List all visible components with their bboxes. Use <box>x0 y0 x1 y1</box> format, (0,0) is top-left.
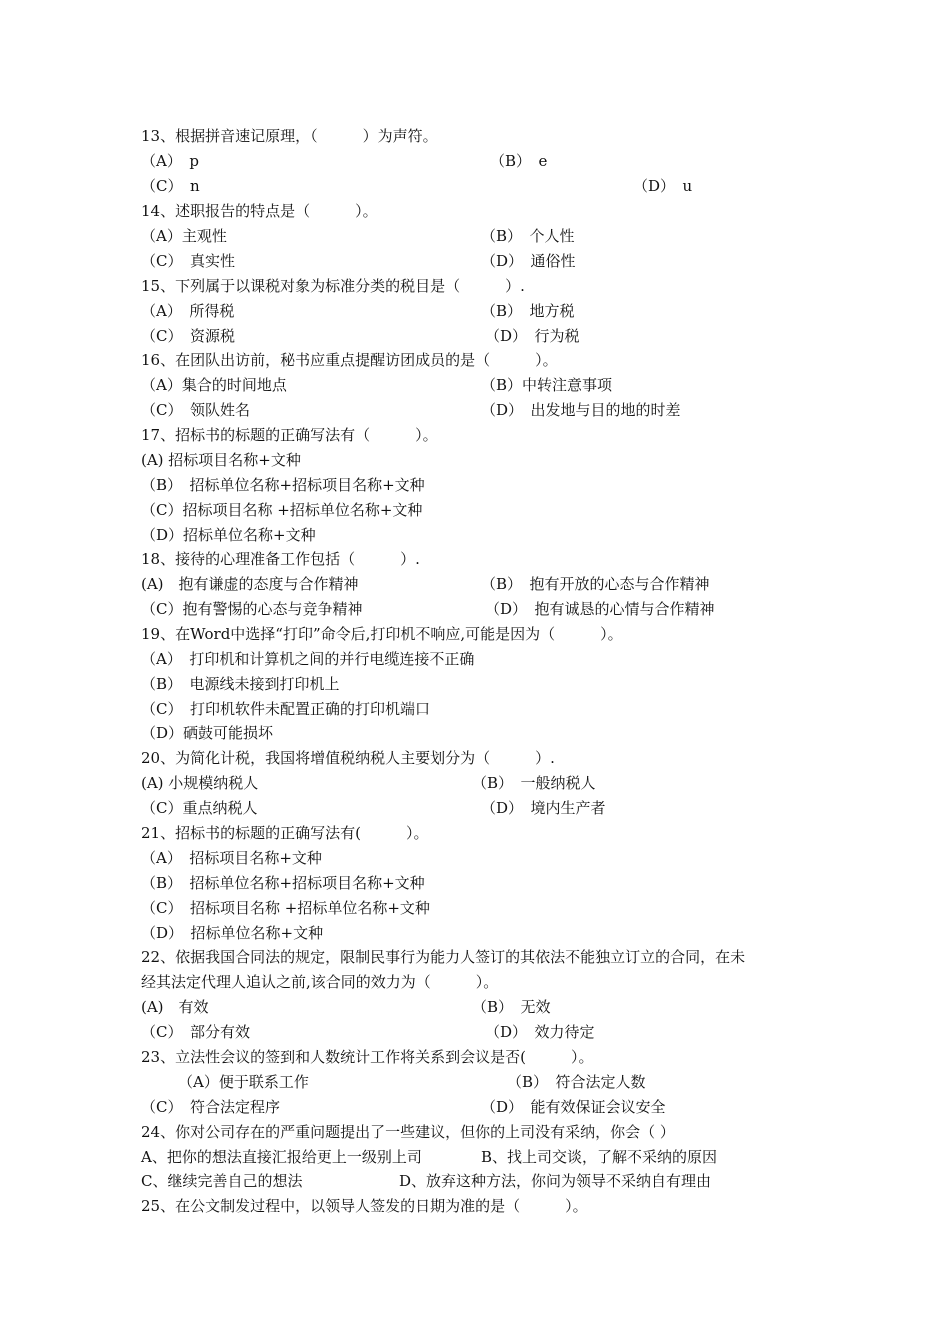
question-15-option-a: （A） 所得税 <box>141 302 235 320</box>
question-17-option-b: （B） 招标单位名称+招标项目名称+文种 <box>141 476 425 494</box>
question-18-stem: 18、接待的心理准备工作包括（ ）. <box>141 550 420 568</box>
question-24-option-c: C、继续完善自己的想法 <box>141 1172 303 1190</box>
question-24-option-b: B、找上司交谈，了解不采纳的原因 <box>481 1148 718 1166</box>
question-13-option-d: （D） u <box>633 177 693 195</box>
question-19-option-c: （C） 打印机软件未配置正确的打印机端口 <box>141 700 430 718</box>
question-17-stem: 17、招标书的标题的正确写法有（ ）。 <box>141 426 438 444</box>
question-13-option-c: （C） n <box>141 177 200 195</box>
question-20-option-c: （C）重点纳税人 <box>141 799 258 817</box>
question-16-stem: 16、在团队出访前，秘书应重点提醒访团成员的是（ ）。 <box>141 351 558 369</box>
question-23-option-c: （C） 符合法定程序 <box>141 1098 280 1116</box>
question-19-option-b: （B） 电源线未接到打印机上 <box>141 675 340 693</box>
question-15-option-b: （B） 地方税 <box>481 302 575 320</box>
question-23-option-a: （A）便于联系工作 <box>178 1073 309 1091</box>
question-17-option-d: （D）招标单位名称+文种 <box>141 526 316 544</box>
question-24-option-a: A、把你的想法直接汇报给更上一级别上司 <box>141 1148 422 1166</box>
question-18-option-a: (A) 抱有谦虚的态度与合作精神 <box>141 575 359 593</box>
question-23-option-d: （D） 能有效保证会议安全 <box>481 1098 666 1116</box>
question-23-option-b: （B） 符合法定人数 <box>507 1073 646 1091</box>
question-21-option-c: （C） 招标项目名称 +招标单位名称+文种 <box>141 899 430 917</box>
question-16-option-b: （B）中转注意事项 <box>481 376 613 394</box>
question-15-option-d: （D） 行为税 <box>485 327 580 345</box>
question-15-stem: 15、下列属于以课税对象为标准分类的税目是（ ）. <box>141 277 525 295</box>
question-22-option-c: （C） 部分有效 <box>141 1023 250 1041</box>
question-21-option-d: （D） 招标单位名称+文种 <box>141 924 324 942</box>
question-22-option-b: （B） 无效 <box>472 998 551 1016</box>
question-13-option-b: （B） e <box>490 152 548 170</box>
question-17-option-a: (A) 招标项目名称+文种 <box>141 451 301 469</box>
question-25-stem: 25、在公文制发过程中，以领导人签发的日期为准的是（ ）。 <box>141 1197 588 1215</box>
question-19-option-a: （A） 打印机和计算机之间的并行电缆连接不正确 <box>141 650 475 668</box>
question-20-option-d: （D） 境内生产者 <box>481 799 606 817</box>
question-16-option-a: （A）集合的时间地点 <box>141 376 287 394</box>
question-22-stem-continued: 经其法定代理人追认之前,该合同的效力为（ ）。 <box>141 973 499 991</box>
question-14-option-c: （C） 真实性 <box>141 252 235 270</box>
question-20-option-b: （B） 一般纳税人 <box>472 774 596 792</box>
question-14-stem: 14、述职报告的特点是（ ）。 <box>141 202 378 220</box>
question-14-option-b: （B） 个人性 <box>481 227 575 245</box>
question-14-option-a: （A）主观性 <box>141 227 227 245</box>
question-16-option-d: （D） 出发地与目的地的时差 <box>481 401 681 419</box>
question-24-option-d: D、放弃这种方法，你问为领导不采纳自有理由 <box>399 1172 712 1190</box>
question-22-option-a: (A) 有效 <box>141 998 209 1016</box>
question-19-option-d: （D）硒鼓可能损坏 <box>141 724 274 742</box>
question-18-option-c: （C）抱有警惕的心态与竞争精神 <box>141 600 363 618</box>
question-14-option-d: （D） 通俗性 <box>481 252 576 270</box>
question-13-option-a: （A） p <box>141 152 199 170</box>
question-24-stem: 24、你对公司存在的严重问题提出了一些建议，但你的上司没有采纳，你会（ ） <box>141 1123 675 1141</box>
question-21-option-b: （B） 招标单位名称+招标项目名称+文种 <box>141 874 425 892</box>
question-13-stem: 13、根据拼音速记原理，（ ）为声符。 <box>141 127 438 145</box>
question-22-stem: 22、依据我国合同法的规定，限制民事行为能力人签订的其依法不能独立订立的合同，在未 <box>141 948 746 966</box>
question-21-stem: 21、招标书的标题的正确写法有( ）。 <box>141 824 429 842</box>
question-18-option-d: （D） 抱有诚恳的心情与合作精神 <box>485 600 715 618</box>
question-21-option-a: （A） 招标项目名称+文种 <box>141 849 322 867</box>
question-20-option-a: (A) 小规模纳税人 <box>141 774 259 792</box>
question-18-option-b: （B） 抱有开放的心态与合作精神 <box>481 575 710 593</box>
question-16-option-c: （C） 领队姓名 <box>141 401 250 419</box>
question-20-stem: 20、为简化计税，我国将增值税纳税人主要划分为（ ）. <box>141 749 555 767</box>
question-23-stem: 23、立法性会议的签到和人数统计工作将关系到会议是否( ）。 <box>141 1048 594 1066</box>
question-19-stem: 19、在Word中选择“打印”命令后,打印机不响应,可能是因为（ ）。 <box>141 625 623 643</box>
question-22-option-d: （D） 效力待定 <box>485 1023 595 1041</box>
question-17-option-c: （C）招标项目名称 +招标单位名称+文种 <box>141 501 423 519</box>
question-15-option-c: （C） 资源税 <box>141 327 235 345</box>
